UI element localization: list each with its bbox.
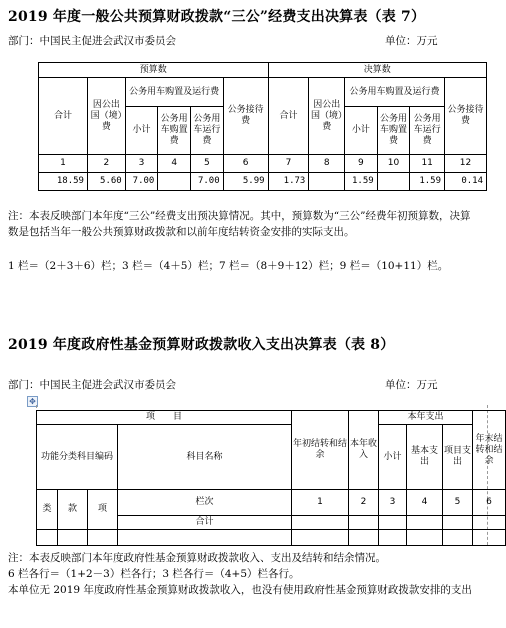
value-cell [292,516,349,530]
table7-formula: 1 栏＝（2＋3＋6）栏；3 栏＝（4＋5）栏；7 栏＝（8＋9＋12）栏；9 栏＝（10+11）栏。 [8,260,449,272]
header-budget: 预算数 [39,63,269,78]
empty-cell [379,530,407,546]
header-income: 本年收入 [349,411,379,490]
header-vehicle: 公务用车购置及运行费 [345,78,445,107]
header-subtotal: 小计 [125,107,158,155]
col-number: 5 [443,490,473,516]
col-number: 12 [445,155,487,173]
header-purchase: 公务用车购置费 [377,107,410,155]
empty-cell [37,530,58,546]
col-number: 10 [377,155,410,173]
empty-cell [473,530,506,546]
col-number: 11 [410,155,445,173]
table7-note: 注：本表反映部门本年度“三公”经费支出预决算情况。其中，预算数为“三公”经费年初预算数，决算数是包括当年一般公共预算财政拨款和以前年度结转资金安排的实际支出。 [8,210,471,238]
header-carryover: 年初结转和结余 [292,411,349,490]
header-actual: 决算数 [268,63,486,78]
header-abroad: 因公出国（境）费 [309,78,345,155]
col-number: 2 [349,490,379,516]
col-number: 8 [309,155,345,173]
empty-cell [443,530,473,546]
row-label: 栏次 [118,490,292,516]
header-total: 合计 [268,78,309,155]
header-year-end: 年末结转和结余 [473,411,506,490]
col-number: 1 [39,155,88,173]
header-vehicle: 公务用车购置及运行费 [125,78,223,107]
value-cell: 0.14 [445,173,487,191]
value-cell: 1.59 [410,173,445,191]
col-number: 5 [191,155,224,173]
empty-cell [118,530,292,546]
header-clause: 项 [88,490,118,530]
value-cell [377,173,410,191]
table7-dept: 部门：中国民主促进会武汉市委员会 [8,35,176,47]
value-cell: 7.00 [125,173,158,191]
table7-unit: 单位：万元 [385,35,438,47]
col-number: 7 [268,155,309,173]
header-subtotal: 小计 [345,107,378,155]
header-project: 项目支出 [443,425,473,490]
value-cell [473,516,506,530]
header-basic: 基本支出 [407,425,443,490]
col-number: 3 [379,490,407,516]
value-cell: 1.73 [268,173,309,191]
col-number: 3 [125,155,158,173]
header-func-code: 功能分类科目编码 [37,425,118,490]
table8-title: 2019 年度政府性基金预算财政拨款收入支出决算表（表 8） [8,337,395,353]
value-cell: 1.59 [345,173,378,191]
col-number: 4 [158,155,191,173]
header-total: 合计 [39,78,88,155]
header-subject-name: 科目名称 [118,425,292,490]
table7-title: 2019 年度一般公共预算财政拨款“三公”经费支出决算表（表 7） [8,9,426,25]
empty-cell [292,530,349,546]
header-kind: 类 [37,490,58,530]
empty-cell [88,530,118,546]
header-item: 项 目 [37,411,292,425]
header-abroad: 因公出国（境）费 [87,78,125,155]
empty-cell [58,530,88,546]
value-cell: 5.60 [87,173,125,191]
value-cell [349,516,379,530]
header-subtotal: 小计 [379,425,407,490]
col-number: 1 [292,490,349,516]
header-reception: 公务接待费 [223,78,268,155]
value-cell: 5.99 [223,173,268,191]
value-cell [443,516,473,530]
header-reception: 公务接待费 [445,78,487,155]
header-section: 款 [58,490,88,530]
value-cell [309,173,345,191]
table-move-handle-icon[interactable]: ✥ [27,396,38,407]
table8-note: 注：本表反映部门本年度政府性基金预算财政拨款收入、支出及结转和结余情况。 [8,552,386,564]
value-cell: 7.00 [191,173,224,191]
table8-grid [36,410,506,546]
empty-cell [349,530,379,546]
table8-formula: 6 栏各行＝（1+2－3）栏各行；3 栏各行＝（4+5）栏各行。 [8,568,300,580]
col-number: 9 [345,155,378,173]
table8-statement: 本单位无 2019 年度政府性基金预算财政拨款收入，也没有使用政府性基金预算财政拨款安排的支出 [8,584,472,596]
table8-dept: 部门：中国民主促进会武汉市委员会 [8,379,176,391]
header-purchase: 公务用车购置费 [158,107,191,155]
header-operation: 公务用车运行费 [191,107,224,155]
value-cell [407,516,443,530]
col-number: 2 [87,155,125,173]
value-cell [379,516,407,530]
value-cell [158,173,191,191]
header-expense: 本年支出 [379,411,473,425]
header-operation: 公务用车运行费 [410,107,445,155]
row-total-label: 合计 [118,516,292,530]
table8-unit: 单位：万元 [385,379,438,391]
col-number: 4 [407,490,443,516]
table7-grid [38,62,487,191]
value-cell: 18.59 [39,173,88,191]
empty-cell [407,530,443,546]
col-number: 6 [473,490,506,516]
col-number: 6 [223,155,268,173]
